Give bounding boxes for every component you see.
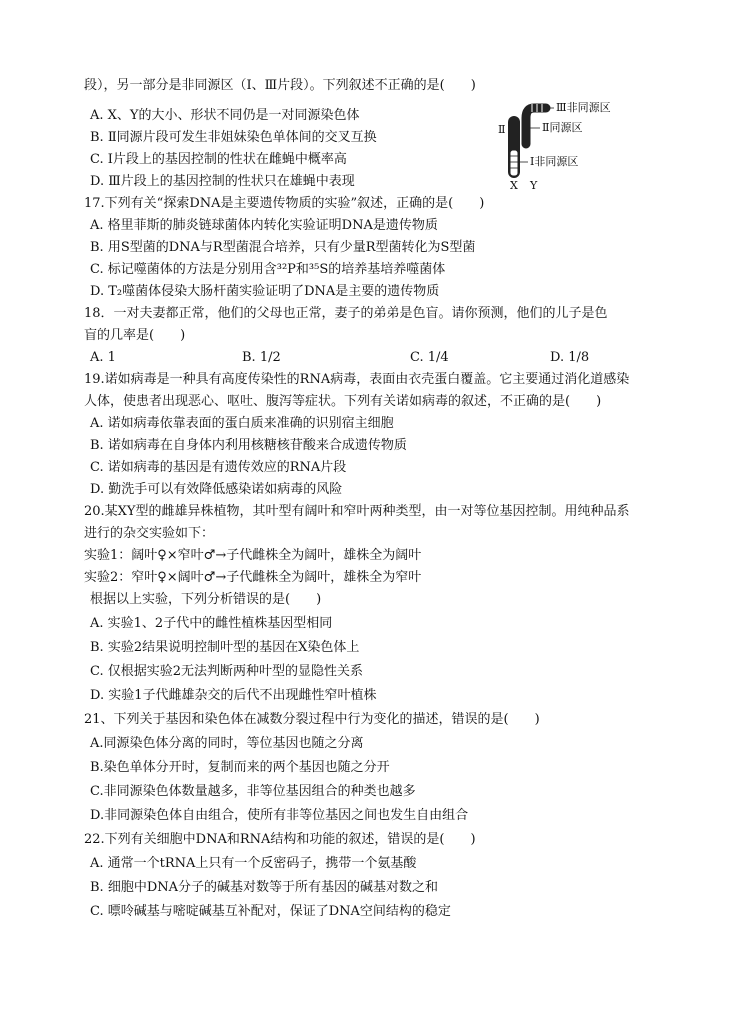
q18-option-c: C. 1/4 [410, 350, 449, 365]
option-line-l18: C. 诺如病毒的基因是有遗传效应的RNA片段 [90, 460, 347, 475]
option-line-l30: A.同源染色体分离的同时，等位基因也随之分离 [90, 736, 364, 751]
option-line-l26: B. 实验2结果说明控制叶型的基因在X染色体上 [90, 640, 360, 655]
option-line-l9: C. 标记噬菌体的方法是分别用含³²P和³⁵S的培养基培养噬菌体 [90, 262, 446, 277]
option-line-l32: C.非同源染色体数量越多，非等位基因组合的种类也越多 [90, 784, 416, 799]
option-line-l27: C. 仅根据实验2无法判断两种叶型的显隐性关系 [90, 664, 364, 679]
label-ii-left: Ⅱ [498, 123, 506, 136]
option-line-l35: A. 通常一个tRNA上只有一个反密码子，携带一个氨基酸 [90, 856, 417, 871]
xy-chromosome-figure [488, 102, 618, 192]
label-ii-homologous: Ⅱ同源区 [542, 121, 583, 134]
question-line-l29: 21、下列关于基因和染色体在减数分裂过程中行为变化的描述，错误的是( ) [84, 712, 540, 727]
option-line-l10: D. T₂噬菌体侵染大肠杆菌实验证明了DNA是主要的遗传物质 [90, 284, 440, 299]
question-line-l11: 18．一对夫妻都正常，他们的父母也正常，妻子的弟弟是色盲。请你预测，他们的儿子是色 [84, 306, 608, 321]
option-line-l31: B.染色单体分开时，复制而来的两个基因也随之分开 [90, 760, 390, 775]
option-line-l19: D. 勤洗手可以有效降低感染诺如病毒的风险 [90, 482, 343, 497]
question-line-l22: 实验1：阔叶♀×窄叶♂→子代雌株全为阔叶，雄株全为阔叶 [84, 548, 422, 563]
label-x: X [510, 179, 518, 192]
option-line-l36: B. 细胞中DNA分子的碱基对数等于所有基因的碱基对数之和 [90, 880, 439, 895]
q18-option-d: D. 1/8 [550, 350, 590, 365]
question-line-l14: 19.诺如病毒是一种具有高度传染性的RNA病毒，表面由衣壳蛋白覆盖。它主要通过消化道感染 [84, 372, 630, 387]
option-line-l25: A. 实验1、2子代中的雌性植株基因型相同 [90, 616, 333, 631]
label-iii-nonhomologous: Ⅲ非同源区 [556, 101, 611, 114]
option-line-l8: B. 用S型菌的DNA与R型菌混合培养，只有少量R型菌转化为S型菌 [90, 240, 476, 255]
question-line-l1: 段），另一部分是非同源区（Ⅰ、Ⅲ片段）。下列叙述不正确的是( ) [84, 78, 476, 93]
option-line-l5: D. Ⅲ片段上的基因控制的性状只在雄蝇中表现 [90, 174, 355, 189]
x-chromosome-segment-i [510, 150, 518, 176]
option-line-l37: C. 嘌呤碱基与嘧啶碱基互补配对，保证了DNA空间结构的稳定 [90, 904, 451, 919]
question-line-l34: 22.下列有关细胞中DNA和RNA结构和功能的叙述，错误的是( ) [84, 832, 476, 847]
option-line-l4: C. Ⅰ片段上的基因控制的性状在雌蝇中概率高 [90, 152, 347, 167]
option-line-l2: A. X、Y的大小、形状不同仍是一对同源染色体 [90, 108, 360, 123]
q18-option-a: A. 1 [90, 350, 116, 365]
question-line-l21: 进行的杂交实验如下： [84, 526, 215, 541]
option-line-l33: D.非同源染色体自由组合，使所有非等位基因之间也发生自由组合 [90, 808, 469, 823]
question-line-l23: 实验2：窄叶♀×阔叶♂→子代雌株全为阔叶，雄株全为窄叶 [84, 570, 422, 585]
question-line-l15: 人体，使患者出现恶心、呕吐、腹泻等症状。下列有关诺如病毒的叙述，不正确的是( ) [84, 394, 602, 409]
label-y: Y [530, 179, 538, 192]
option-line-l3: B. Ⅱ同源片段可发生非姐妹染色单体间的交叉互换 [90, 130, 377, 145]
q18-option-b: B. 1/2 [242, 350, 281, 365]
option-line-l7: A. 格里菲斯的肺炎链球菌体内转化实验证明DNA是遗传物质 [90, 218, 438, 233]
option-line-l17: B. 诺如病毒在自身体内利用核糖核苷酸来合成遗传物质 [90, 438, 407, 453]
option-line-l24: 根据以上实验，下列分析错误的是( ) [90, 592, 322, 607]
option-line-l16: A. 诺如病毒依靠表面的蛋白质来准确的识别宿主细胞 [90, 416, 394, 431]
option-line-l28: D. 实验1子代雌雄杂交的后代不出现雌性窄叶植株 [90, 688, 377, 703]
chromosome-diagram [488, 102, 618, 192]
question-line-l12: 盲的几率是( ) [84, 328, 186, 343]
question-line-l6: 17.下列有关“探索DNA是主要遗传物质的实验”叙述，正确的是( ) [84, 196, 485, 211]
label-i-nonhomologous: Ⅰ非同源区 [530, 155, 579, 168]
question-line-l20: 20.某XY型的雌雄异株植物，其叶型有阔叶和窄叶两种类型，由一对等位基因控制。用纯种品系 [84, 504, 630, 519]
